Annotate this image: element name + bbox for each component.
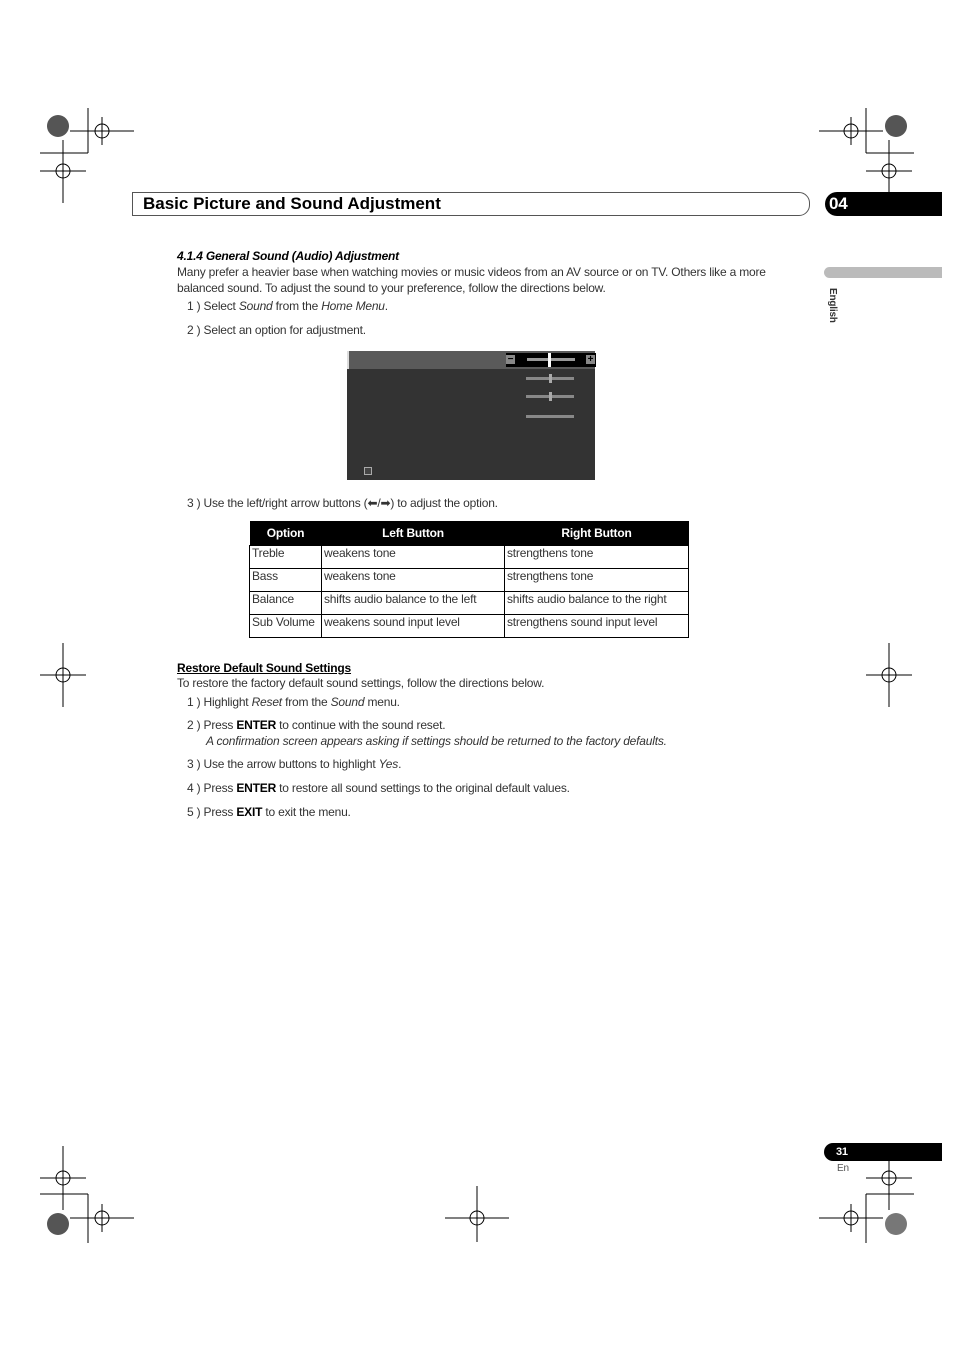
- cell: Sub Volume: [250, 615, 322, 638]
- language-label: English: [827, 288, 838, 323]
- restore-step-2: [187, 718, 445, 732]
- restore-step-4: [187, 781, 570, 795]
- section-header-bar: [132, 192, 810, 216]
- text: menu.: [364, 695, 400, 709]
- text: Yes: [378, 757, 399, 771]
- text: Sound: [238, 299, 273, 313]
- chapter-number: 04: [829, 194, 848, 213]
- text: 1 ) Select: [187, 299, 239, 313]
- column-header: Right Button: [505, 521, 689, 546]
- text: .: [384, 299, 388, 313]
- text: from the: [272, 299, 322, 313]
- cell: shifts audio balance to the right: [505, 592, 689, 615]
- text: Reset: [251, 695, 282, 709]
- text: to continue with the sound reset.: [276, 718, 446, 732]
- page-number: 31: [836, 1146, 848, 1158]
- page-language: En: [837, 1163, 849, 1174]
- intro-line-2: balanced sound. To adjust the sound to your preference, follow the directions below.: [177, 281, 606, 295]
- text: 3 ) Use the arrow buttons to highlight: [187, 757, 379, 771]
- section-heading: 4.1.4 General Sound (Audio) Adjustment: [177, 249, 399, 263]
- text: from the: [281, 695, 331, 709]
- slider-track: [526, 415, 574, 418]
- restore-step-2-note: A confirmation screen appears asking if settings should be returned to the factory defaults.: [206, 734, 667, 748]
- slider-knob: [549, 392, 552, 401]
- plus-icon: +: [587, 354, 594, 365]
- text: .: [398, 757, 402, 771]
- table-row: [250, 592, 689, 615]
- cell: weakens tone: [322, 546, 505, 569]
- chapter-number-badge: [825, 192, 942, 216]
- intro-line-1: Many prefer a heavier base when watching movies or music videos from an AV source or on TV. Others like a more: [177, 265, 766, 279]
- text: 1 ) Highlight: [187, 695, 252, 709]
- column-header: Option: [250, 521, 322, 546]
- cell: strengthens tone: [505, 546, 689, 569]
- text: 4 ) Press: [187, 781, 237, 795]
- slider-knob: [549, 374, 552, 383]
- step-1: [187, 299, 388, 313]
- close-icon: [364, 467, 372, 475]
- text: Sound: [330, 695, 365, 709]
- text: 2 ) Press: [187, 718, 237, 732]
- restore-heading: Restore Default Sound Settings: [177, 661, 352, 675]
- cell: shifts audio balance to the left: [322, 592, 505, 615]
- restore-intro: To restore the factory default sound settings, follow the directions below.: [177, 676, 545, 690]
- column-header: Left Button: [322, 521, 505, 546]
- text: Home Menu: [321, 299, 385, 313]
- step-3: 3 ) Use the left/right arrow buttons (⬅/➡) to adjust the option.: [187, 496, 498, 510]
- sound-options-table: [249, 521, 689, 638]
- text: 5 ) Press: [187, 805, 237, 819]
- sound-menu-screenshot: [347, 351, 595, 480]
- cell: Treble: [250, 546, 322, 569]
- page-number-badge: [824, 1143, 942, 1161]
- table-row: [250, 615, 689, 638]
- restore-step-3: [187, 757, 401, 771]
- text: to restore all sound settings to the original default values.: [276, 781, 570, 795]
- text: ENTER: [236, 781, 277, 795]
- table-row: [250, 546, 689, 569]
- cell: strengthens tone: [505, 569, 689, 592]
- slider-knob: [548, 353, 551, 367]
- step-2: 2 ) Select an option for adjustment.: [187, 323, 366, 337]
- table-row: [250, 569, 689, 592]
- section-title: Basic Picture and Sound Adjustment: [143, 194, 441, 213]
- text: to exit the menu.: [262, 805, 351, 819]
- table-header-row: [250, 521, 689, 546]
- minus-icon: −: [507, 354, 514, 365]
- language-tab: [824, 267, 942, 278]
- cell: weakens tone: [322, 569, 505, 592]
- cell: Bass: [250, 569, 322, 592]
- restore-step-5: [187, 805, 351, 819]
- slider-selected: [506, 353, 596, 367]
- cell: strengthens sound input level: [505, 615, 689, 638]
- slider-track: [527, 358, 575, 361]
- restore-step-1: [187, 695, 400, 709]
- text: EXIT: [236, 805, 263, 819]
- cell: Balance: [250, 592, 322, 615]
- text: ENTER: [236, 718, 277, 732]
- selected-row: [347, 351, 595, 369]
- cell: weakens sound input level: [322, 615, 505, 638]
